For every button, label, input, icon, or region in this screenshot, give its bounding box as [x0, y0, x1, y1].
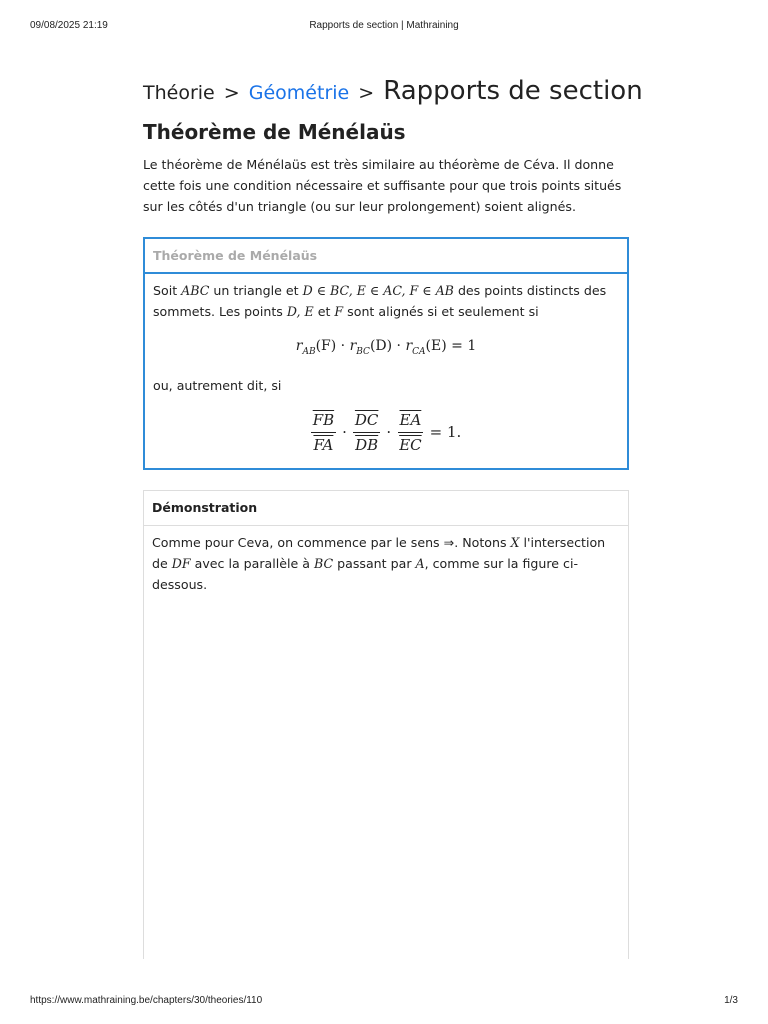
breadcrumb [143, 74, 643, 110]
math-points: D, E [286, 304, 314, 319]
math-f: F [334, 304, 344, 319]
breadcrumb-link-geometrie[interactable]: Géométrie [248, 82, 350, 104]
main-content [143, 74, 643, 959]
theorem-statement [153, 280, 619, 322]
text: un triangle et [209, 283, 303, 298]
demonstration-title[interactable]: Démonstration [144, 491, 628, 526]
math-part: (D) · [369, 338, 406, 354]
section-title: Théorème de Ménélaüs [143, 120, 406, 144]
breadcrumb-root: Théorie [143, 82, 215, 104]
text: l'intersection de [152, 534, 606, 571]
math-r: r [349, 338, 357, 354]
page-title: Rapports de section [383, 76, 643, 106]
numerator: $\overline{DC}$ [353, 410, 381, 433]
fraction [397, 410, 423, 456]
implies-arrow: ⇒ [443, 534, 455, 550]
print-url: https://www.mathraining.be/chapters/30/theories/110 [30, 995, 263, 1006]
denominator: EC [399, 435, 422, 454]
text: . Notons [454, 534, 511, 550]
theorem-title: Théorème de Ménélaüs [145, 239, 627, 274]
numerator: $\overline{FB}$ [311, 410, 336, 433]
math-sub: AB [302, 346, 316, 357]
print-datetime: 09/08/2025 21:19 [30, 20, 108, 31]
breadcrumb-separator: > [358, 82, 375, 104]
math-part: (E) = 1 [425, 338, 477, 354]
math-abc: ABC [181, 283, 210, 298]
fraction [311, 410, 336, 456]
math-sub: CA [412, 346, 426, 357]
math-bc: BC [314, 555, 334, 571]
math-conditions: D ∈ BC, E ∈ AC, F ∈ AB [302, 283, 454, 298]
demonstration-body [144, 526, 628, 601]
math-x: X [510, 534, 520, 550]
breadcrumb-separator: > [223, 82, 240, 104]
print-page-number: 1/3 [724, 995, 738, 1006]
demonstration-box [143, 490, 629, 959]
print-page-title: Rapports de section | Mathraining [309, 20, 459, 31]
text: , comme sur la figure ci-dessous. [152, 555, 579, 592]
math-dot: · [342, 423, 347, 442]
text: avec la parallèle à [190, 555, 314, 571]
text: Comme pour Ceva, on commence par le sens [152, 534, 444, 550]
theorem-body [145, 274, 627, 468]
theorem-box [143, 237, 629, 470]
equation-fractions [153, 410, 619, 456]
text: passant par [333, 555, 416, 571]
math-dot: · [386, 423, 392, 442]
denominator: DB [355, 435, 379, 454]
math-a: A [415, 555, 425, 571]
text: Soit [153, 283, 182, 298]
numerator: $\overline{EA}$ [398, 410, 424, 433]
print-header [30, 20, 738, 34]
equation-ratios [153, 336, 619, 363]
math-rhs: = 1. [429, 423, 462, 442]
text: sont alignés si et seulement si [343, 304, 539, 319]
text: des points distincts des sommets. Les points [153, 283, 607, 319]
denominator: FA [313, 435, 334, 454]
intro-paragraph: Le théorème de Ménélaüs est très similaire au théorème de Céva. Il donne cette fois une condition nécessaire et suffisante pour que trois points situés sur les côtés d'un triangle (ou sur leur prolongement) soient alignés. [143, 157, 622, 214]
math-r: r [295, 338, 303, 354]
print-footer [30, 995, 738, 1009]
fraction [353, 410, 381, 456]
math-r: r [405, 338, 413, 354]
text: et [313, 304, 335, 319]
math-df: DF [171, 555, 191, 571]
theorem-alt-text: ou, autrement dit, si [153, 377, 282, 393]
math-sub: BC [356, 346, 370, 357]
math-part: (F) · [315, 338, 350, 354]
